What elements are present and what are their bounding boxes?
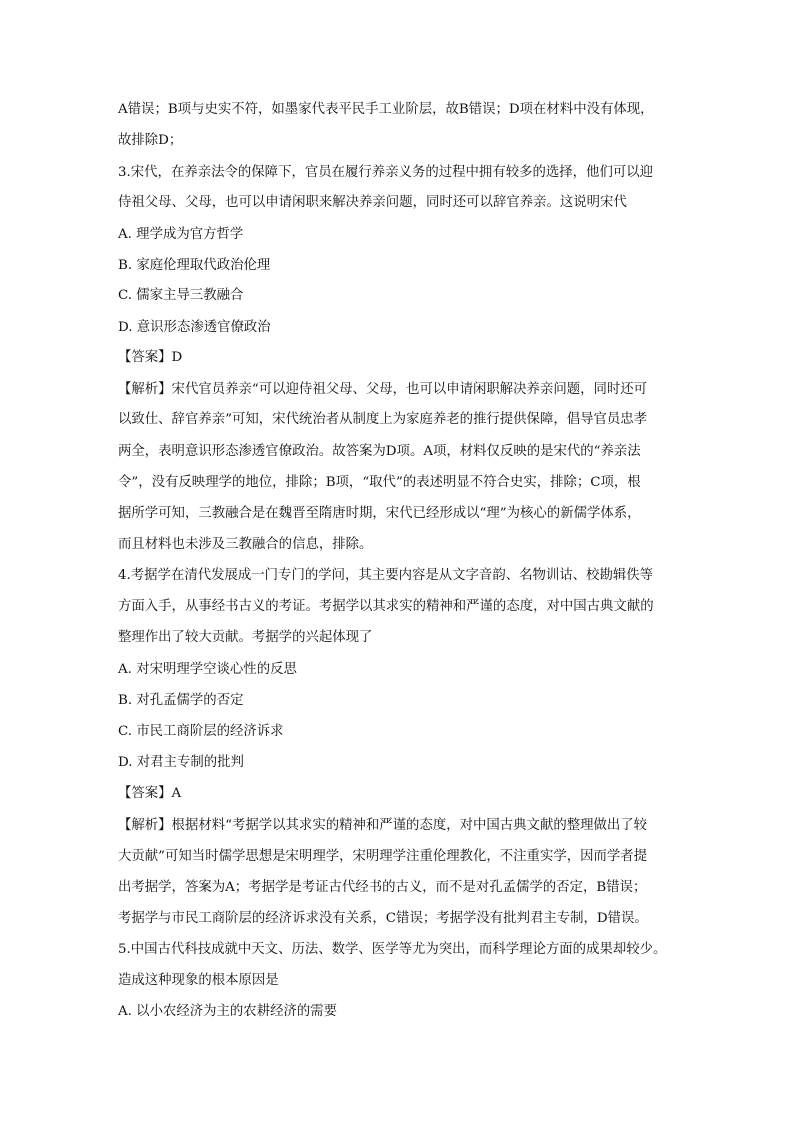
question-4-analysis: 考据学与市民工商阶层的经济诉求没有关系，C错误；考据学没有批判君主专制，D错误。 — [118, 911, 648, 926]
question-5-stem: 5.中国古代科技成就中天文、历法、数学、医学等尤为突出，而科学理论方面的成果却较少。 — [118, 942, 667, 957]
question-4-analysis: 【解析】根据材料“考据学以其求实的精神和严谨的态度，对中国古典文献的整理做出了较 — [118, 818, 648, 833]
question-4-answer: 【答案】A — [118, 786, 182, 801]
question-4-stem: 方面入手，从事经书古义的考证。考据学以其求实的精神和严谨的态度，对中国古典文献的 — [118, 599, 654, 614]
question-3-option-c: C. 儒家主导三教融合 — [118, 288, 244, 303]
question-4-stem: 整理作出了较大贡献。考据学的兴起体现了 — [118, 630, 373, 645]
text-line: A错误；B项与史实不符，如墨家代表平民手工业阶层，故B错误；D项在材料中没有体现， — [118, 102, 654, 117]
question-3-answer: 【答案】D — [118, 350, 183, 365]
question-3-analysis: 令”，没有反映理学的地位，排除；B项，“取代”的表述明显不符合史实，排除；C项，根 — [118, 475, 641, 490]
question-4-option-a: A. 对宋明理学空谈心性的反思 — [118, 662, 297, 677]
text-line: 故排除D； — [118, 133, 183, 148]
question-3-stem: 3.宋代，在养亲法令的保障下，官员在履行养亲义务的过程中拥有较多的选择，他们可以迎 — [118, 165, 654, 180]
question-4-analysis: 大贡献”可知当时儒学思想是宋明理学，宋明理学注重伦理教化，不注重实学，因而学者提 — [118, 849, 648, 864]
question-5-option-a: A. 以小农经济为主的农耕经济的需要 — [118, 1004, 338, 1019]
question-3-analysis: 两全，表明意识形态渗透官僚政治。故答案为D项。A项，材料仅反映的是宋代的“养亲法 — [118, 444, 641, 459]
question-4-option-b: B. 对孔孟儒学的否定 — [118, 693, 244, 708]
question-3-option-a: A. 理学成为官方哲学 — [118, 227, 244, 242]
question-3-analysis: 据所学可知，三教融合是在魏晋至隋唐时期，宋代已经形成以“理”为核心的新儒学体系， — [118, 506, 641, 521]
question-4-analysis: 出考据学，答案为A；考据学是考证古代经书的古义，而不是对孔孟儒学的否定，B错误； — [118, 880, 647, 895]
question-3-analysis: 【解析】宋代官员养亲“可以迎侍祖父母、父母，也可以申请闲职解决养亲问题，同时还可 — [118, 382, 648, 397]
question-3-analysis: 以致仕、辞官养亲”可知，宋代统治者从制度上为家庭养老的推行提供保障，倡导官员忠孝 — [118, 412, 648, 427]
question-3-analysis: 而且材料也未涉及三教融合的信息，排除。 — [118, 537, 373, 552]
question-3-stem: 侍祖父母、父母，也可以申请闲职来解决养亲问题，同时还可以辞官养亲。这说明宋代 — [118, 195, 627, 210]
question-4-stem: 4.考据学在清代发展成一门专门的学问，其主要内容是从文字音韵、名物训诂、校勘辑佚等 — [118, 568, 654, 583]
question-4-option-d: D. 对君主专制的批判 — [118, 755, 244, 770]
question-3-option-d: D. 意识形态渗透官僚政治 — [118, 320, 271, 335]
question-3-option-b: B. 家庭伦理取代政治伦理 — [118, 258, 271, 273]
question-5-stem: 造成这种现象的根本原因是 — [118, 973, 279, 988]
question-4-option-c: C. 市民工商阶层的经济诉求 — [118, 724, 284, 739]
